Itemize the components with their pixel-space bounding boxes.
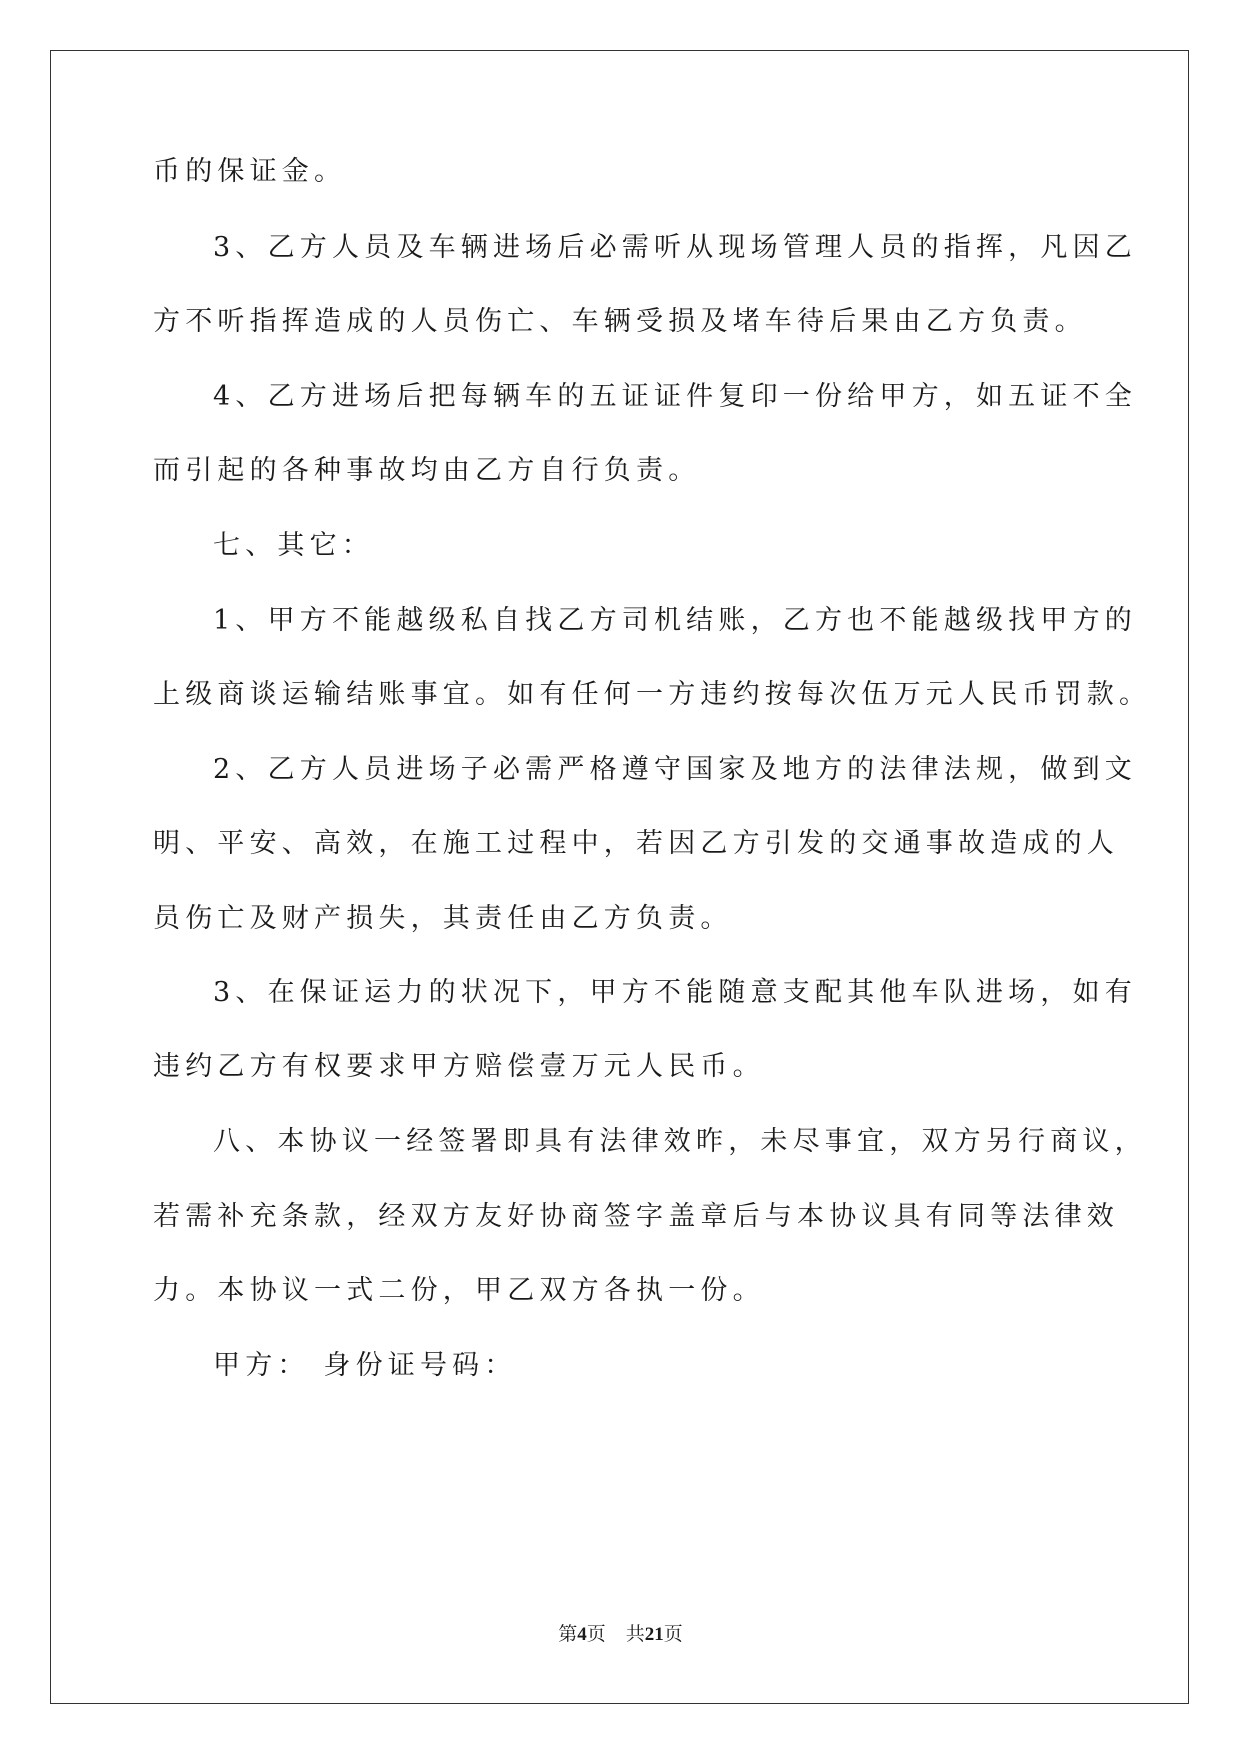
page-prefix: 第 [558, 1624, 578, 1645]
signature-line: 甲方： 身份证号码： [213, 1350, 517, 1381]
section-heading: 七、其它： [213, 530, 374, 561]
page-suffix: 页 [586, 1624, 606, 1645]
text-line: 违约乙方有权要求甲方赔偿壹万元人民币。 [153, 1051, 765, 1082]
text-line: 3、乙方人员及车辆进场后必需听从现场管理人员的指挥，凡因乙 [213, 232, 1137, 263]
text-line: 方不听指挥造成的人员伤亡、车辆受损及堵车待后果由乙方负责。 [153, 306, 1087, 337]
total-prefix: 共 [625, 1624, 645, 1645]
text-line: 上级商谈运输结账事宜。如有任何一方违约按每次伍万元人民币罚款。 [153, 679, 1152, 710]
text-line: 1、甲方不能越级私自找乙方司机结账，乙方也不能越级找甲方的 [213, 605, 1137, 636]
text-line: 明、平安、高效，在施工过程中，若因乙方引发的交通事故造成的人 [153, 828, 1119, 859]
text-line: 员伤亡及财产损失，其责任由乙方负责。 [153, 903, 733, 934]
text-line: 3、在保证运力的状况下，甲方不能随意支配其他车队进场，如有 [213, 977, 1137, 1008]
text-line: 而引起的各种事故均由乙方自行负责。 [153, 455, 701, 486]
text-line: 4、乙方进场后把每辆车的五证证件复印一份给甲方，如五证不全 [213, 381, 1137, 412]
text-line: 2、乙方人员进场子必需严格遵守国家及地方的法律法规，做到文 [213, 754, 1137, 785]
total-pages: 21 [644, 1624, 664, 1645]
text-line: 币的保证金。 [153, 156, 347, 187]
text-line: 若需补充条款，经双方友好协商签字盖章后与本协议具有同等法律效 [153, 1201, 1119, 1232]
total-suffix: 页 [663, 1624, 683, 1645]
page-footer [0, 1622, 1241, 1648]
text-line: 八、本协议一经签署即具有法律效昨，未尽事宜，双方另行商议， [213, 1126, 1147, 1157]
page-border [50, 50, 1189, 1704]
page-number: 4 [577, 1624, 587, 1645]
text-line: 力。本协议一式二份，甲乙双方各执一份。 [153, 1275, 765, 1306]
